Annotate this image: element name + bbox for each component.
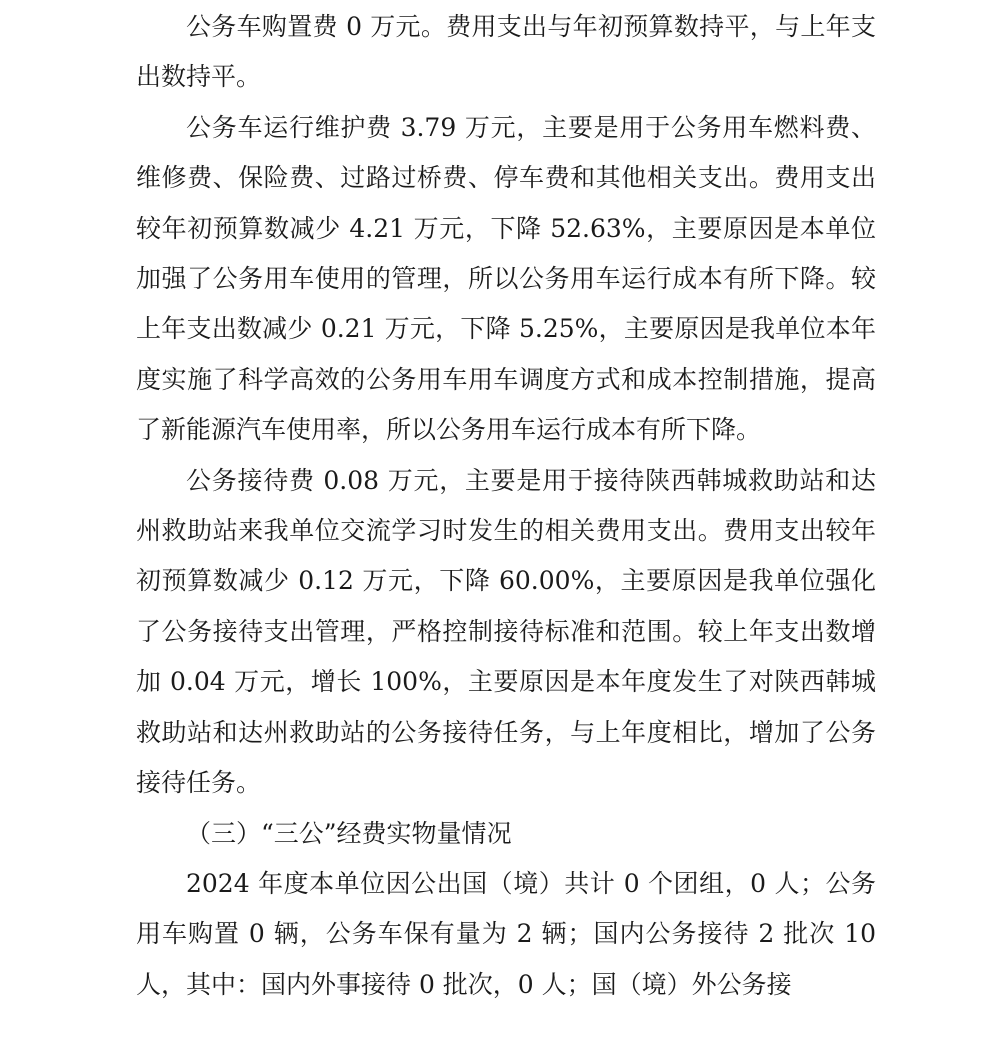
paragraph-vehicle-maintenance: 公务车运行维护费 3.79 万元，主要是用于公务用车燃料费、维修费、保险费、过路过桥费、停车费和其他相关支出。费用支出较年初预算数减少 4.21 万元，下降 52.63%，主要原因是本单位加强了公务用车使用的管理，所以公务用车运行成本有所下降。较上年支出数减少 0.21 万元，下降 5.25%，主要原因是我单位本年度实施了科学高效的公务用车用车调度方式和成本控制措施，提高了新能源汽车使用率，所以公务用车运行成本有所下降。	[136, 112, 876, 445]
paragraph-vehicle-purchase: 公务车购置费 0 万元。费用支出与年初预算数持平，与上年支出数持平。	[136, 12, 876, 92]
section-heading: （三）“三公”经费实物量情况	[186, 818, 512, 848]
paragraph-official-reception: 公务接待费 0.08 万元，主要是用于接待陕西韩城救助站和达州救助站来我单位交流学习时发生的相关费用支出。费用支出较年初预算数减少 0.12 万元，下降 60.00%，主要原因是我单位强化了公务接待支出管理，严格控制接待标准和范围。较上年支出数增加 0.04 万元，增长 100%，主要原因是本年度发生了对陕西韩城救助站和达州救助站的公务接待任务，与上年度相比，增加了公务接待任务。	[136, 465, 876, 798]
document-page	[136, 0, 876, 1010]
paragraph-physical-quantity: 2024 年度本单位因公出国（境）共计 0 个团组，0 人；公务用车购置 0 辆，公务车保有量为 2 辆；国内公务接待 2 批次 10 人，其中：国内外事接待 0 批次，0 人；国（境）外公务接	[136, 868, 876, 999]
